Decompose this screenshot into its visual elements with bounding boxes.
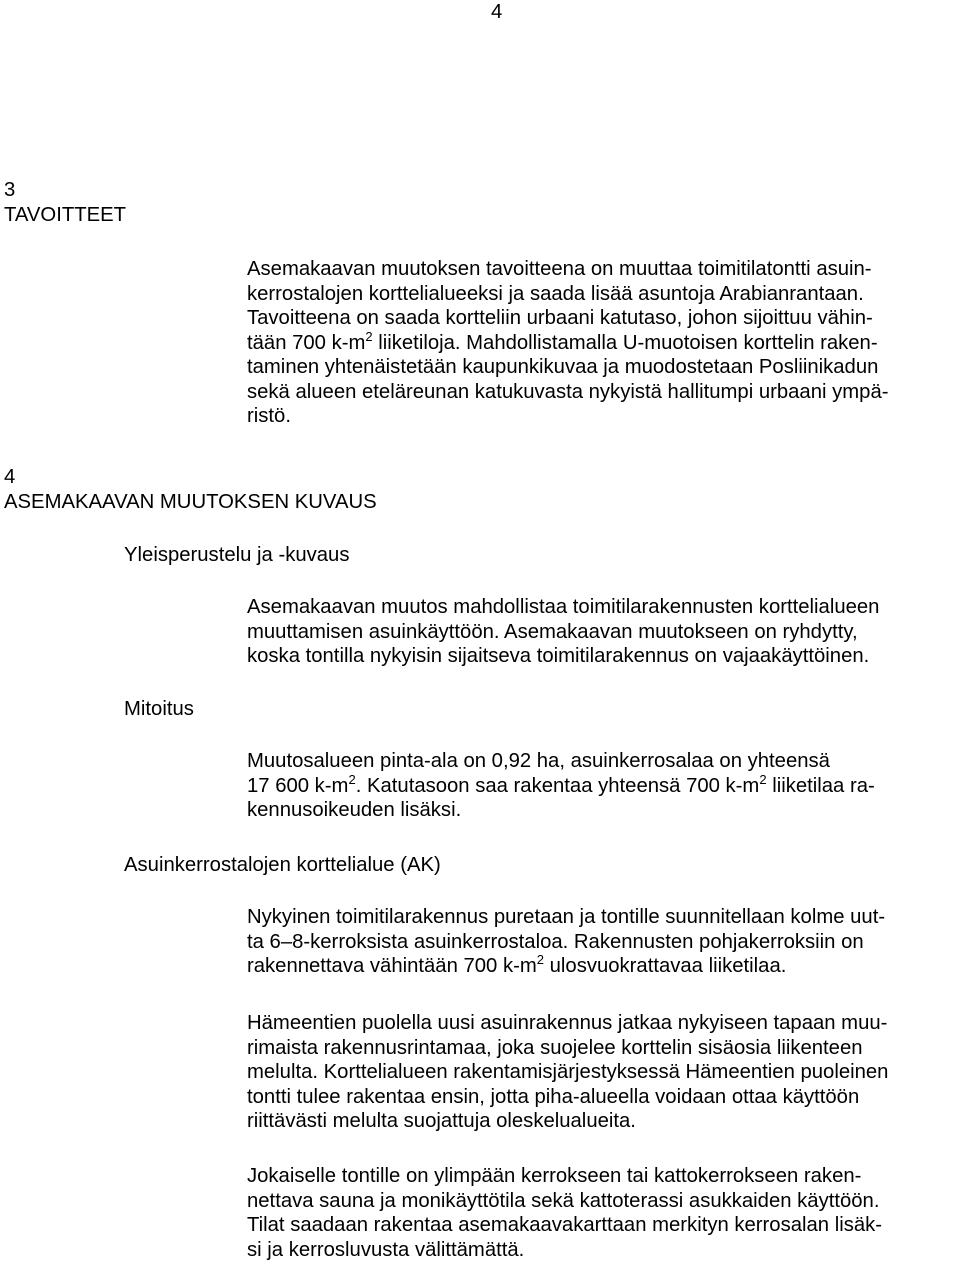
text-line: kennusoikeuden lisäksi. (247, 799, 462, 821)
text-line: tään 700 $k-m^2$ liiketiloja. Mahdollistamalla U-muotoisen korttelin raken- (247, 328, 878, 354)
superscript: 2 (759, 771, 767, 787)
page-number: 4 (491, 1, 503, 23)
text-line: tontti tulee rakentaa ensin, jotta piha-alueella voidaan ottaa käyttöön (247, 1085, 860, 1108)
text-line: Asemakaavan muutoksen tavoitteena on muuttaa toimitilatontti asuin- (247, 258, 872, 280)
text-line: 17 600 $k-m^2$. Katutasoon saa rakentaa yhteensä 700 $k-m^2$ liiketilaa ra- (247, 771, 875, 797)
text-line: sekä alueen eteläreunan katukuvasta nykyistä hallitumpi urbaani ympä- (247, 380, 889, 403)
text-line: taminen yhtenäistetään kaupunkikuvaa ja muodostetaan Posliinikadun (247, 356, 879, 378)
text-line: muuttamisen asuinkäyttöön. Asemakaavan muutokseen on ryhdytty, (247, 620, 858, 643)
section-number: 4 (4, 466, 16, 488)
text-line: melulta. Korttelialueen rakentamisjärjestyksessä Hämeentien puoleinen (247, 1061, 889, 1083)
ak-paragraph-1 (247, 905, 960, 979)
text-line: Asemakaavan muutos mahdollistaa toimitilarakennusten korttelialueen (247, 596, 880, 618)
subsection-heading: Asuinkerrostalojen korttelialue (AK) (124, 854, 441, 876)
text-line: Hämeentien puolella uusi asuinrakennus jatkaa nykyiseen tapaan muu- (247, 1012, 888, 1034)
text-line: ta 6–8-kerroksista asuinkerrostaloa. Rakennusten pohjakerroksiin on (247, 930, 864, 953)
section-heading: TAVOITTEET (4, 204, 127, 226)
superscript: 2 (365, 328, 373, 344)
subsection-heading: Mitoitus (124, 698, 194, 720)
yleis-paragraph (247, 595, 960, 669)
superscript: 2 (348, 771, 356, 787)
text-line: riittävästi melulta suojattuja oleskelualueita. (247, 1110, 636, 1132)
mitoitus-paragraph (247, 749, 960, 823)
text-line: nettava sauna ja monikäyttötila sekä kattoterassi asukkaiden käyttöön. (247, 1189, 880, 1212)
text-line: kerrostalojen korttelialueeksi ja saada lisää asuntoja Arabianrantaan. (247, 282, 864, 305)
ak-paragraph-2 (247, 1011, 960, 1134)
text-line: ristö. (247, 405, 291, 427)
text-line: si ja kerrosluvusta välittämättä. (247, 1238, 525, 1261)
text-line: rimaista rakennusrintamaa, joka suojelee korttelin sisäosia liikenteen (247, 1036, 863, 1059)
superscript: 2 (536, 952, 544, 967)
text-line: Tavoitteena on saada kortteliin urbaani katutaso, johon sijoittuu vähin- (247, 307, 873, 329)
section-heading: ASEMAKAAVAN MUUTOKSEN KUVAUS (4, 491, 377, 513)
text-line: koska tontilla nykyisin sijaitseva toimitilarakennus on vajaakäyttöinen. (247, 645, 870, 667)
subsection-heading: Yleisperustelu ja -kuvaus (124, 544, 350, 566)
text-line: Jokaiselle tontille on ylimpään kerrokseen tai kattokerrokseen raken- (247, 1165, 862, 1187)
text-line: rakennettava vähintään 700 $k-m^2$ ulosvuokrattavaa liiketilaa. (247, 952, 787, 977)
text-line: Tilat saadaan rakentaa asemakaavakarttaan merkityn kerrosalan lisäk- (247, 1214, 883, 1236)
ak-paragraph-3 (247, 1164, 960, 1262)
text-line: Muutosalueen pinta-ala on 0,92 ha, asuinkerrosalaa on yhteensä (247, 750, 830, 772)
section-number: 3 (4, 179, 16, 201)
text-line: Nykyinen toimitilarakennus puretaan ja tontille suunnitellaan kolme uut- (247, 906, 886, 928)
tavoitteet-paragraph (247, 257, 960, 429)
